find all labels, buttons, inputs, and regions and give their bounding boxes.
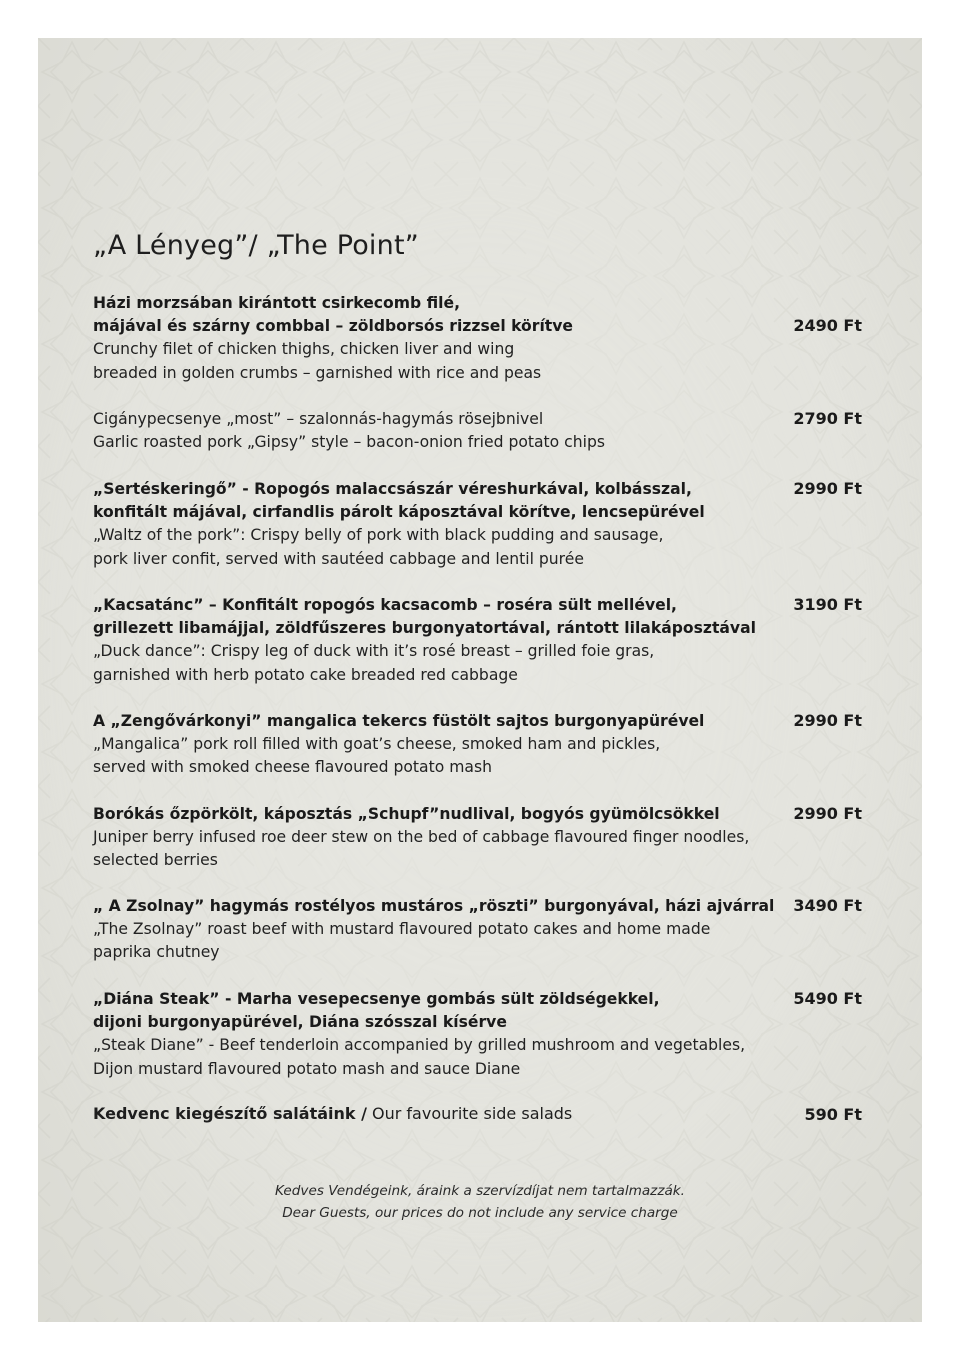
item-price: 3490 Ft: [793, 896, 862, 915]
item-hu-line: A „Zengővárkonyi” mangalica tekercs füstölt sajtos burgonyapürével: [93, 712, 705, 730]
item-en-line: pork liver confit, served with sautéed cabbage and lentil purée: [93, 549, 584, 568]
item-en-line: garnished with herb potato cake breaded red cabbage: [93, 665, 518, 684]
menu-panel: [38, 38, 922, 1322]
item-en-line: Dijon mustard flavoured potato mash and sauce Diane: [93, 1059, 521, 1078]
menu-item: [93, 594, 793, 687]
item-en-line: Juniper berry infused roe deer stew on the bed of cabbage flavoured finger noodles,: [93, 828, 750, 847]
menu-item: [93, 478, 793, 571]
item-price: 2990 Ft: [793, 804, 862, 823]
item-price: 2790 Ft: [793, 409, 862, 428]
item-en-line: „Duck dance”: Crispy leg of duck with it’s rosé breast – grilled foie gras,: [93, 642, 655, 661]
side-salads-hu: Kedvenc kiegészítő salátáink /: [93, 1104, 367, 1123]
item-en-line: breaded in golden crumbs – garnished with rice and peas: [93, 363, 542, 382]
item-en-line: paprika chutney: [93, 943, 220, 962]
menu-item: [93, 895, 793, 965]
side-salads: [93, 1104, 572, 1123]
item-en-line: Crunchy filet of chicken thighs, chicken liver and wing: [93, 340, 515, 359]
item-en-line: „The Zsolnay” roast beef with mustard flavoured potato cakes and home made: [93, 920, 711, 939]
menu-item: [93, 408, 793, 454]
item-hu-line: dijoni burgonyapürével, Diána szósszal kísérve: [93, 1013, 507, 1032]
item-hu-line: Cigánypecsenye „most” – szalonnás-hagymás rösejbnivel: [93, 410, 544, 428]
menu-title: „A Lényeg”/ „The Point”: [93, 230, 419, 261]
item-hu-line: „ A Zsolnay” hagymás rostélyos mustáros „röszti” burgonyával, házi ajvárral: [93, 897, 775, 915]
item-price: 2490 Ft: [793, 316, 862, 335]
item-en-line: „Mangalica” pork roll filled with goat’s cheese, smoked ham and pickles,: [93, 735, 661, 754]
footer-note-en: Dear Guests, our prices do not include any service charge: [282, 1205, 678, 1221]
item-en-line: Garlic roasted pork „Gipsy” style – bacon-onion fried potato chips: [93, 433, 605, 452]
menu-content: [38, 38, 922, 1322]
side-salads-en: Our favourite side salads: [366, 1104, 573, 1123]
menu-item: [93, 988, 793, 1081]
item-en-line: served with smoked cheese flavoured potato mash: [93, 758, 492, 777]
footer-note-hu: Kedves Vendégeink, áraink a szervízdíjat nem tartalmazzák.: [275, 1183, 685, 1199]
item-price: 5490 Ft: [793, 989, 862, 1008]
item-hu-line: májával és szárny combbal – zöldborsós rizzsel körítve: [93, 317, 573, 336]
item-hu-line: „Diána Steak” - Marha vesepecsenye gombás sült zöldségekkel,: [93, 990, 660, 1008]
item-hu-line: „Kacsatánc” – Konfitált ropogós kacsacomb – roséra sült mellével,: [93, 596, 677, 614]
item-price: 2990 Ft: [793, 479, 862, 498]
side-salads-price: 590 Ft: [804, 1105, 862, 1124]
menu-item: [93, 292, 793, 385]
item-en-line: „Waltz of the pork”: Crispy belly of pork with black pudding and sausage,: [93, 526, 664, 545]
item-hu-line: grillezett libamájjal, zöldfűszeres burgonyatortával, rántott lilakáposztával: [93, 619, 756, 638]
item-hu-line: Házi morzsában kirántott csirkecomb filé,: [93, 294, 460, 312]
item-en-line: „Steak Diane” - Beef tenderloin accompanied by grilled mushroom and vegetables,: [93, 1036, 746, 1055]
item-hu-line: „Sertéskeringő” - Ropogós malaccsászár véreshurkával, kolbásszal,: [93, 480, 692, 498]
item-hu-line: Borókás őzpörkölt, káposztás „Schupf”nudlival, bogyós gyümölcsökkel: [93, 805, 720, 823]
item-price: 2990 Ft: [793, 711, 862, 730]
item-en-line: selected berries: [93, 851, 218, 870]
menu-item: [93, 710, 793, 780]
item-price: 3190 Ft: [793, 595, 862, 614]
menu-item: [93, 803, 793, 873]
item-hu-line: konfitált májával, cirfandlis párolt káposztával körítve, lencsepürével: [93, 503, 705, 522]
